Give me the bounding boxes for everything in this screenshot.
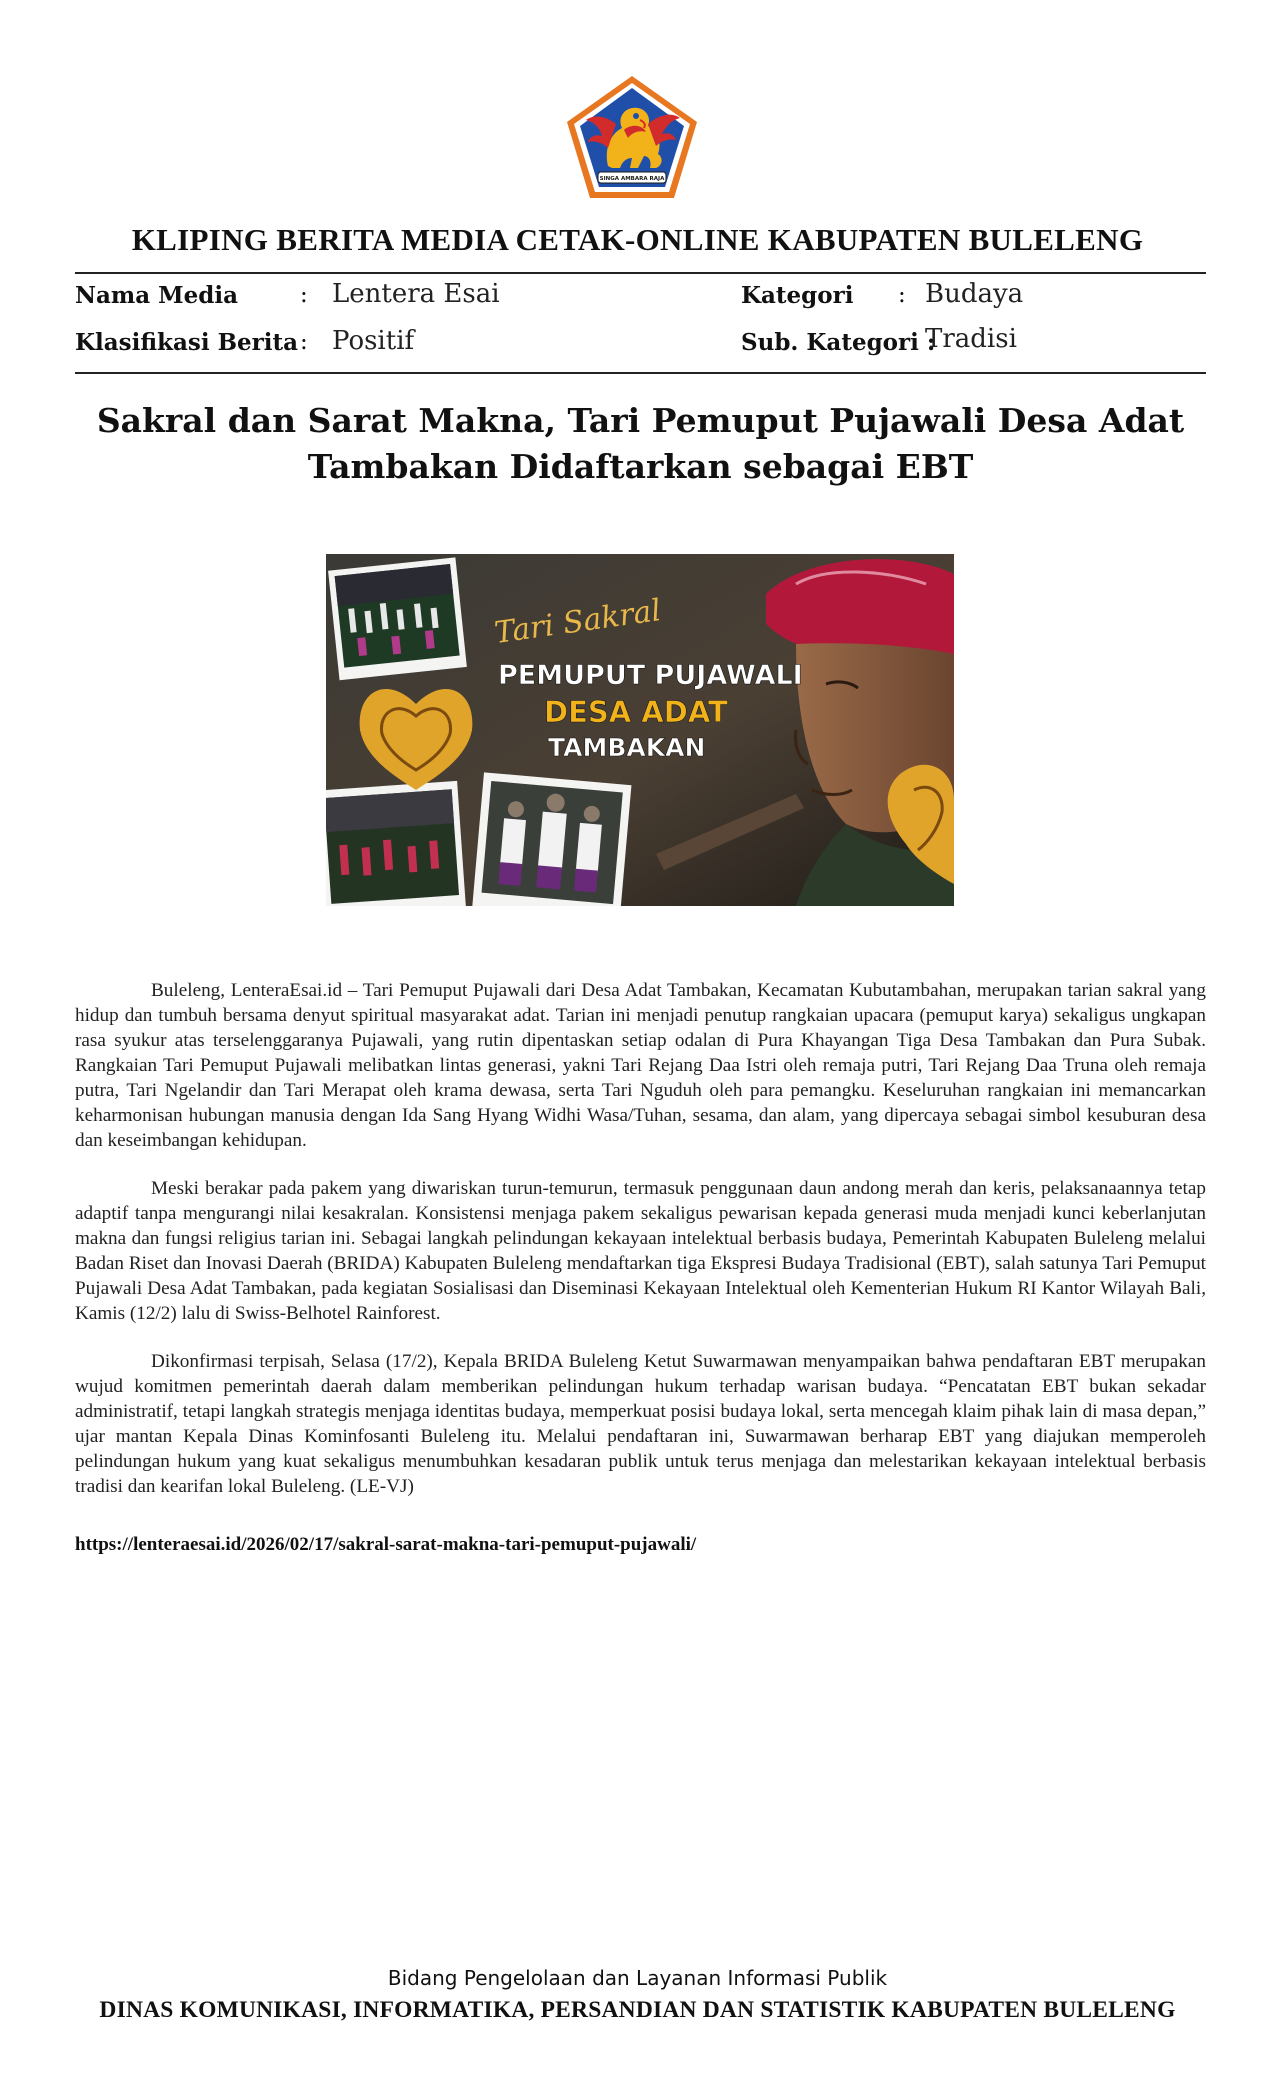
divider-top: [75, 272, 1206, 274]
category-label: Kategori: [741, 282, 854, 309]
classification-colon: :: [300, 329, 308, 355]
svg-text:DESA ADAT: DESA ADAT: [544, 695, 728, 729]
subcategory-value: Tradisi: [925, 324, 1017, 354]
svg-text:PEMUPUT PUJAWALI: PEMUPUT PUJAWALI: [498, 660, 803, 691]
classification-value: Positif: [332, 326, 415, 356]
buleleng-crest-icon: [564, 74, 700, 202]
article-headline: Sakral dan Sarat Makna, Tari Pemuput Pujawali Desa Adat Tambakan Didaftarkan sebagai EBT: [96, 401, 1185, 486]
svg-text:Tari Sakral: Tari Sakral: [492, 593, 664, 652]
svg-text:SINGA AMBARA RAJA: SINGA AMBARA RAJA: [599, 176, 665, 182]
classification-label: Klasifikasi Berita: [75, 329, 299, 356]
footer-agency: DINAS KOMUNIKASI, INFORMATIKA, PERSANDIAN DAN STATISTIK KABUPATEN BULELENG: [99, 1997, 1176, 2023]
article-paragraph-1: Buleleng, LenteraEsai.id – Tari Pemuput Pujawali dari Desa Adat Tambakan, Kecamatan Kubutambahan, merupakan tarian sakral yang hidup dan tumbuh bersama denyut spiritual masyarakat adat. Tarian ini menjadi penutup rangkaian upacara (pemuput karya) sekaligus ungkapan rasa syukur atas terselenggaranya Pujawali, yang rutin dipentaskan setiap odalan di Pura Khayangan Tiga Desa Tambakan dan Pura Subak. Rangkaian Tari Pemuput Pujawali melibatkan lintas generasi, yakni Tari Rejang Daa Istri oleh remaja putri, Tari Rejang Daa Truna oleh remaja putra, Tari Ngelandir dan Tari Merapat oleh krama dewasa, serta Tari Nguduh oleh para pemangku. Keseluruhan rangkaian ini memancarkan keharmonisan hubungan manusia dengan Ida Sang Hyang Widhi Wasa/Tuhan, sesama, dan alam, yang dipercaya sebagai simbol kesuburan desa dan keseimbangan kehidupan.: [75, 980, 1206, 1151]
article-body: [75, 978, 1206, 1522]
media-name-label: Nama Media: [75, 282, 238, 309]
article-paragraph-3: Dikonfirmasi terpisah, Selasa (17/2), Kepala BRIDA Buleleng Ketut Suwarmawan menyampaikan bahwa pendaftaran EBT merupakan wujud komitmen pemerintah daerah dalam memberikan pelindungan hukum terhadap warisan budaya. “Pencatatan EBT bukan sekadar administratif, tetapi langkah strategis menjaga identitas budaya, memperkuat posisi budaya lokal, serta mencegah klaim pihak lain di masa depan,” ujar mantan Kepala Dinas Kominfosanti Buleleng itu. Melalui pendaftaran ini, Suwarmawan berharap EBT yang diajukan memperoleh pelindungan hukum yang kuat sekaligus menumbuhkan kesadaran publik untuk terus menjaga dan melestarikan kekayaan intelektual berbasis tradisi dan kearifan lokal Buleleng. (LE-VJ): [75, 1351, 1206, 1497]
clipping-title: KLIPING BERITA MEDIA CETAK-ONLINE KABUPATEN BULELENG: [131, 222, 1144, 257]
article-paragraph-2: Meski berakar pada pakem yang diwariskan turun-temurun, termasuk penggunaan daun andong merah dan keris, pelaksanaannya tetap adaptif tanpa mengurangi nilai kesakralan. Konsistensi menjaga pakem sekaligus pewarisan kepada generasi muda menjadi kunci keberlanjutan makna dan fungsi religius tarian ini. Sebagai langkah pelindungan kekayaan intelektual berbasis budaya, Pemerintah Kabupaten Buleleng melalui Badan Riset dan Inovasi Daerah (BRIDA) Kabupaten Buleleng mendaftarkan tiga Ekspresi Budaya Tradisional (EBT), salah satunya Tari Pemuput Pujawali Desa Adat Tambakan, pada kegiatan Sosialisasi dan Diseminasi Kekayaan Intelektual oleh Kementerian Hukum RI Kantor Wilayah Bali, Kamis (12/2) lalu di Swiss-Belhotel Rainforest.: [75, 1178, 1206, 1324]
source-url-link[interactable]: https://lenteraesai.id/2026/02/17/sakral-sarat-makna-tari-pemuput-pujawali/: [75, 1534, 697, 1555]
article-photo: [326, 554, 954, 906]
divider-bottom: [75, 372, 1206, 374]
category-value: Budaya: [925, 279, 1024, 309]
category-colon: :: [898, 282, 906, 308]
footer-department: Bidang Pengelolaan dan Layanan Informasi Publik: [387, 1966, 888, 1990]
subcategory-label: Sub. Kategori :: [741, 329, 936, 356]
svg-text:TAMBAKAN: TAMBAKAN: [548, 733, 706, 762]
media-name-value: Lentera Esai: [332, 279, 500, 309]
media-name-colon: :: [300, 282, 308, 308]
